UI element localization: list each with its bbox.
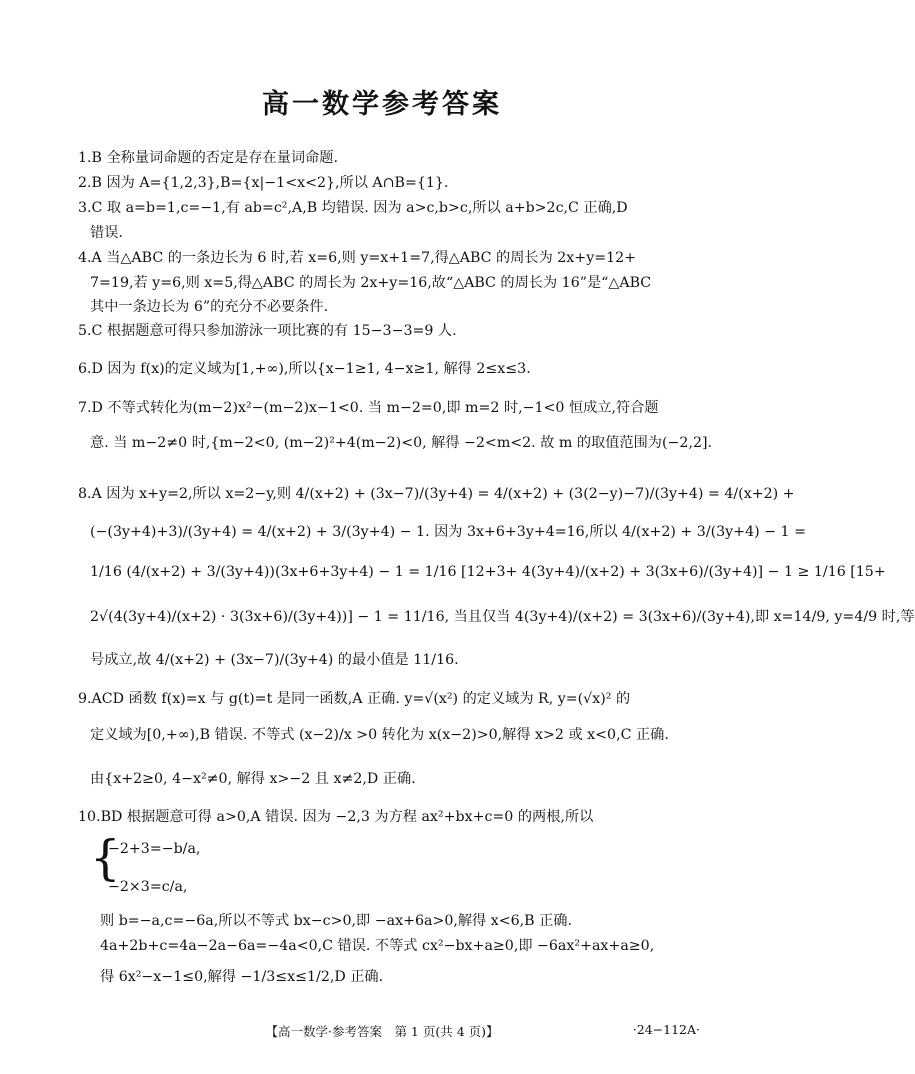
page-title: 高一数学参考答案 (262, 89, 502, 120)
answer-line: 得 6x²−x−1≤0,解得 −1/3≤x≤1/2,D 正确. (100, 969, 384, 985)
answer-line: 8.A 因为 x+y=2,所以 x=2−y,则 4/(x+2) + (3x−7)/(3y+4) = 4/(x+2) + (3(2−y)−7)/(3y+4) = 4/(x+2) + (78, 486, 795, 502)
answer-line: 1.B 全称量词命题的否定是存在量词命题. (78, 150, 338, 166)
answer-line: 则 b=−a,c=−6a,所以不等式 bx−c>0,即 −ax+6a>0,解得 x<6,B 正确. (100, 913, 572, 929)
answer-line: (−(3y+4)+3)/(3y+4) = 4/(x+2) + 3/(3y+4) − 1. 因为 3x+6+3y+4=16,所以 4/(x+2) + 3/(3y+4) − 1 = (90, 524, 806, 540)
answer-line: 意. 当 m−2≠0 时,{m−2<0, (m−2)²+4(m−2)<0, 解得 −2<m<2. 故 m 的取值范围为(−2,2]. (90, 435, 713, 451)
answer-line: 号成立,故 4/(x+2) + (3x−7)/(3y+4) 的最小值是 11/16. (90, 652, 459, 668)
answer-line: 错误. (90, 225, 123, 241)
answer-line: 2.B 因为 A={1,2,3},B={x|−1<x<2},所以 A∩B={1}. (78, 175, 449, 191)
answer-line: 1/16 (4/(x+2) + 3/(3y+4))(3x+6+3y+4) − 1 = 1/16 [12+3+ 4(3y+4)/(x+2) + 3(3x+6)/(3y+4)] − 1 ≥ 1/16 [15+ (90, 564, 886, 580)
answer-line: 2√(4(3y+4)/(x+2) · 3(3x+6)/(3y+4))] − 1 = 11/16, 当且仅当 4(3y+4)/(x+2) = 3(3x+6)/(3y+4),即 x=14/9, y=4/9 时,等 (90, 609, 915, 625)
answer-line: 3.C 取 a=b=1,c=−1,有 ab=c²,A,B 均错误. 因为 a>c,b>c,所以 a+b>2c,C 正确,D (78, 200, 628, 216)
answer-line: 9.ACD 函数 f(x)=x 与 g(t)=t 是同一函数,A 正确. y=√(x²) 的定义域为 R, y=(√x)² 的 (78, 691, 631, 707)
answer-line: −2+3=−b/a, (108, 841, 201, 857)
answer-line: 7=19,若 y=6,则 x=5,得△ABC 的周长为 2x+y=16,故“△ABC 的周长为 16”是“△ABC (90, 275, 652, 291)
footer-page-info: 【高一数学·参考答案 第 1 页(共 4 页)】 (265, 1024, 499, 1039)
answer-line: 10.BD 根据题意可得 a>0,A 错误. 因为 −2,3 为方程 ax²+bx+c=0 的两根,所以 (78, 809, 594, 825)
answer-line: 6.D 因为 f(x)的定义域为[1,+∞),所以{x−1≥1, 4−x≥1, 解得 2≤x≤3. (78, 361, 531, 377)
answer-line: −2×3=c/a, (108, 879, 188, 895)
brace-symbol: { (90, 830, 121, 886)
answer-line: 4a+2b+c=4a−2a−6a=−4a<0,C 错误. 不等式 cx²−bx+a≥0,即 −6ax²+ax+a≥0, (100, 938, 655, 954)
answer-line: 由{x+2≥0, 4−x²≠0, 解得 x>−2 且 x≠2,D 正确. (90, 771, 416, 787)
answer-line: 定义域为[0,+∞),B 错误. 不等式 (x−2)/x >0 转化为 x(x−2)>0,解得 x>2 或 x<0,C 正确. (90, 727, 669, 743)
answer-line: 其中一条边长为 6”的充分不必要条件. (90, 299, 329, 315)
answer-line: 4.A 当△ABC 的一条边长为 6 时,若 x=6,则 y=x+1=7,得△ABC 的周长为 2x+y=12+ (78, 250, 637, 266)
answer-line: 5.C 根据题意可得只参加游泳一项比赛的有 15−3−3=9 人. (78, 323, 457, 339)
answer-line: 7.D 不等式转化为(m−2)x²−(m−2)x−1<0. 当 m−2=0,即 m=2 时,−1<0 恒成立,符合题 (78, 400, 659, 416)
footer-code: ·24−112A· (632, 1022, 700, 1037)
